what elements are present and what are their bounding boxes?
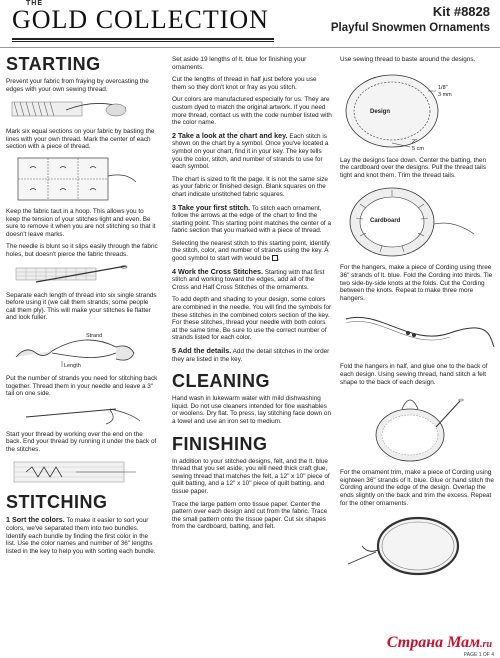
column-2: [172, 56, 332, 536]
baste-design-drawing: [340, 69, 496, 153]
step-text: Starting with that first stitch and working toward the edges, add all of the Cross and Half Cross Stitches of the ornaments.: [172, 268, 325, 291]
label-dimension-1-metric: 3 mm: [438, 91, 452, 98]
paragraph: In addition to your stitched designs, felt, and the lt. blue thread that you set aside, you will need thick craft glue, sewing thread that matches the felt, a 12" x 10" piece of quilt batting, and a 12" x 10" piece of quilt batting, and tissue paper.: [172, 457, 330, 495]
strand-drawing: [6, 327, 156, 371]
brand-name: GOLD COLLECTION: [12, 5, 269, 34]
step-text: Each stitch is shown on the chart by a symbol. Once you've located a symbol on your chart, find it in your key. The key tells you the color, stitch, and number of strands to use for each symbol.: [172, 132, 329, 171]
step-title: 2 Take a look at the chart and key.: [172, 130, 288, 140]
label-dimension-1: 1/8": [438, 84, 448, 91]
paragraph: The needle is blunt so it slips easily through the fabric holes, but doesn't pierce the fabric threads.: [6, 243, 158, 258]
paragraph-nearest-stitch: [172, 240, 332, 263]
paragraph-details: [172, 347, 332, 363]
threading-illustration: [6, 403, 156, 425]
needle-illustration: [6, 264, 156, 286]
paragraph: Set aside 19 lengths of lt. blue for finishing your ornaments.: [172, 56, 307, 71]
paragraph: Use sewing thread to baste around the designs.: [340, 56, 476, 63]
brand-logo: [6, 0, 278, 46]
paragraph: Prevent your fabric from fraying by overcasting the edges with your own sewing thread.: [6, 78, 149, 93]
brand-rule-thin: [12, 41, 274, 42]
start-thread-illustration: [6, 458, 156, 486]
step-text: To make it easier to sort your colors, we've separated them into two bundles. Identify each bundle by finding the first color in the list. Use the color names and number of 36" lengths listed in the key to help you with sorting each bundle.: [6, 517, 156, 555]
section-title-stitching: STITCHING: [6, 492, 108, 513]
paragraph: Hand wash in lukewarm water with mild dishwashing liquid. Do not use cleaners intended for fine washables or woolens. Dry flat. To press, lay stitching face down on a towel and use an iron set to medium.: [172, 395, 332, 425]
paragraph: For the ornament trim, make a piece of Cording using eighteen 36" strands of lt. blue. Glue or hand stitch the Cording around the edge of the design. Overlap the ends slightly on the back and trim the excess. Repeat for the other ornaments.: [340, 469, 494, 507]
page-number: PAGE 1 OF 4: [463, 652, 494, 658]
step-title: 1 Sort the colors.: [6, 515, 65, 525]
paragraph-cross-stitches: [172, 268, 332, 292]
paragraph: The chart is sized to fit the page. It is not the same size as your fabric or finished design. Blank squares on the chart indicate unstitched fabric squares.: [172, 175, 328, 198]
brand-the: THE: [26, 0, 43, 7]
overcast-illustration: [6, 98, 156, 122]
column-3: [340, 56, 496, 582]
cardboard-illustration: [340, 184, 496, 260]
kit-number: Kit #8828: [432, 4, 490, 19]
watermark-text: Страна Мам: [386, 634, 481, 651]
fabric-sections-illustration: [6, 156, 156, 202]
paragraph: Mark six equal sections on your fabric by basting the lines with your own thread. Mark the center of each section with a piece of thread.: [6, 128, 155, 151]
label-cardboard: Cardboard: [370, 218, 401, 225]
step-title: 3 Take your first stitch.: [172, 202, 251, 212]
step-text: To stitch each ornament, follow the arrows at the edge of the chart to find the starting point. This starting point matches the center of a fabric section that you marked with a piece of thread.: [172, 204, 332, 235]
paragraph: Trace the large pattern onto tissue paper. Center the pattern over each design and cut from the fabric. Trace the small pattern onto the tissue paper. Cut six shapes from the cardboard, batting, and felt.: [172, 500, 328, 531]
step-title: 5 Add the details.: [172, 346, 232, 355]
label-strand: Strand: [86, 332, 103, 339]
cording-illustration: [340, 307, 496, 357]
paragraph: Our colors are manufactured especially for us. They are custom dyed to match the original artwork. If you need more thread, contact us with the code number listed with the color name.: [172, 96, 332, 127]
paragraph: Put the number of strands you need for stitching back together. Thread them in your needle and leave a 3" tail on one side.: [6, 374, 158, 398]
paragraph: Keep the fabric taut in a hoop. This allows you to keep the tension of your stitches light and even. Be sure to remove it when you are not stitching so that it doesn't leave marks.: [6, 207, 156, 238]
step-text: Selecting the nearest stitch to this starting point, identify the stitch, color, and number of strands using the key. A good symbol to start with would be: [172, 239, 330, 263]
label-length: Length: [64, 362, 81, 369]
paragraph: To add depth and shading to your design, some colors are combined in the needle. You will find the symbols for these stitches in the combined colors section of the key. For these stitches, thread your needle with both colors at the same time. Be sure to use the correct number of strands listed for each color.: [172, 296, 332, 342]
brand-rule: [12, 38, 274, 40]
paragraph: Lay the designs face down. Center the batting, then the cardboard over the designs. Pull the thread tails tight and knot them. Trim the thread tails.: [340, 156, 487, 179]
label-design: Design: [370, 108, 391, 115]
section-title-cleaning: CLEANING: [172, 371, 270, 392]
cardboard-drawing: [340, 184, 496, 260]
section-title-starting: STARTING: [6, 54, 101, 74]
paragraph-sort-colors: [6, 516, 158, 555]
paragraph: Start your thread by working over the end on the back. End your thread by running it under the back of the stitches.: [6, 430, 157, 453]
column-1: [6, 54, 158, 560]
kit-title: Playful Snowmen Ornaments: [330, 22, 490, 34]
paragraph: For the hangers, make a piece of Cording using three 36" strands of lt. blue. Fold the Cording into thirds. Tie two side-by-side knots at the folds. Cut the Cording between the knots. Repeat to make three more hangers.: [340, 264, 493, 302]
hanger-illustration: [340, 391, 496, 463]
step-title: 4 Work the Cross Stitches.: [172, 266, 263, 276]
paragraph: Fold the hangers in half, and glue one to the back of each design. Using sewing thread, hand stitch a felt shape to the back of each design.: [340, 363, 488, 386]
paragraph-chart-key: [172, 132, 332, 171]
label-dimension-2-metric: 5 cm: [412, 145, 424, 152]
ornament-trim-illustration: [340, 512, 496, 576]
section-title-finishing: FINISHING: [172, 433, 268, 454]
step-text: Add the detail stitches in the order they are listed in the key.: [172, 348, 330, 363]
label-dimension-2: 2": [412, 138, 418, 145]
header-divider: [0, 47, 500, 48]
paragraph: Separate each length of thread into six single strands before using it (we call them strands; some people call them ply). This will make your stitches lie flatter and look fuller.: [6, 291, 157, 322]
paragraph: Cut the lengths of thread in half just before you use them so they don't knot or fray as you stitch.: [172, 76, 317, 91]
step-text-end: .: [277, 255, 280, 263]
strand-illustration: [6, 327, 156, 371]
paragraph-first-stitch: [172, 204, 332, 235]
watermark-domain: .ru: [480, 639, 492, 650]
baste-design-illustration: [340, 69, 496, 153]
watermark: [387, 634, 492, 652]
page-header: [0, 0, 500, 46]
